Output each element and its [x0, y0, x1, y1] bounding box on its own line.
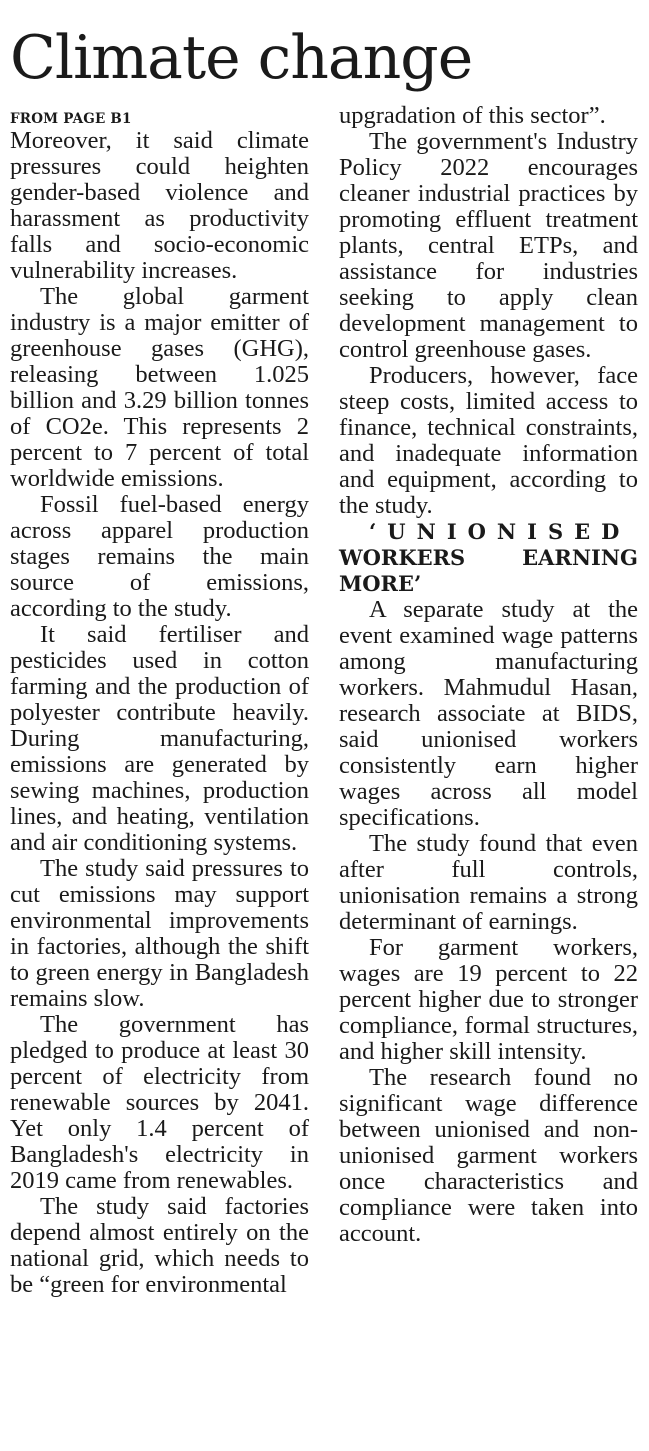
paragraph: The global garment industry is a major emitter of greenhouse gases (GHG), releasing between 1.025 billion and 3.29 billion tonnes of CO2e. This represents 2 percent to 7 percent of total worldwide emissions.	[10, 283, 309, 492]
kicker-from-page: FROM PAGE B1	[10, 111, 132, 127]
paragraph: Fossil fuel-based energy across apparel production stages remains the main source of emissions, according to the study.	[10, 491, 309, 622]
paragraph: The government's Industry Policy 2022 encourages cleaner industrial practices by promoting effluent treatment plants, central ETPs, and assistance for industries seeking to apply clean development management to control greenhouse gases.	[339, 128, 638, 363]
paragraph: A separate study at the event examined wage patterns among manufacturing workers. Mahmudul Hasan, research associate at BIDS, said unionised workers consistently earn higher wages across all model specifications.	[339, 596, 638, 831]
paragraph: The study found that even after full controls, unionisation remains a strong determinant of earnings.	[339, 830, 638, 935]
paragraph: The government has pledged to produce at least 30 percent of electricity from renewable sources by 2041. Yet only 1.4 percent of Bangladesh's electricity in 2019 came from renewables.	[10, 1011, 309, 1194]
paragraph: For garment workers, wages are 19 percent to 22 percent higher due to stronger compliance, formal structures, and higher skill intensity.	[339, 934, 638, 1065]
article-column-left	[10, 108, 309, 1298]
paragraph: It said fertiliser and pesticides used in cotton farming and the production of polyester contribute heavily. During manufacturing, emissions are generated by sewing machines, production lines, and heating, ventilation and air conditioning systems.	[10, 621, 309, 856]
subhead-line-1: ‘UNIONISED	[369, 519, 631, 544]
paragraph: The study said factories depend almost entirely on the national grid, which needs to be “green for environmental	[10, 1193, 309, 1298]
subhead-line-2: WORKERS EARNING MORE’	[339, 545, 638, 596]
paragraph: The study said pressures to cut emissions may support environmental improvements in factories, although the shift to green energy in Bangladesh remains slow.	[10, 855, 309, 1012]
section-subhead	[339, 519, 638, 597]
paragraph: Producers, however, face steep costs, limited access to finance, technical constraints, and inadequate information and equipment, according to the study.	[339, 362, 638, 519]
paragraph: upgradation of this sector”.	[339, 102, 606, 129]
article-column-right	[339, 103, 638, 1247]
paragraph: Moreover, it said climate pressures could heighten gender-based violence and harassment as productivity falls and socio-economic vulnerability increases.	[10, 127, 309, 284]
paragraph: The research found no significant wage difference between unionised and non-unionised garment workers once characteristics and compliance were taken into account.	[339, 1064, 638, 1247]
headline: Climate change	[10, 23, 473, 93]
